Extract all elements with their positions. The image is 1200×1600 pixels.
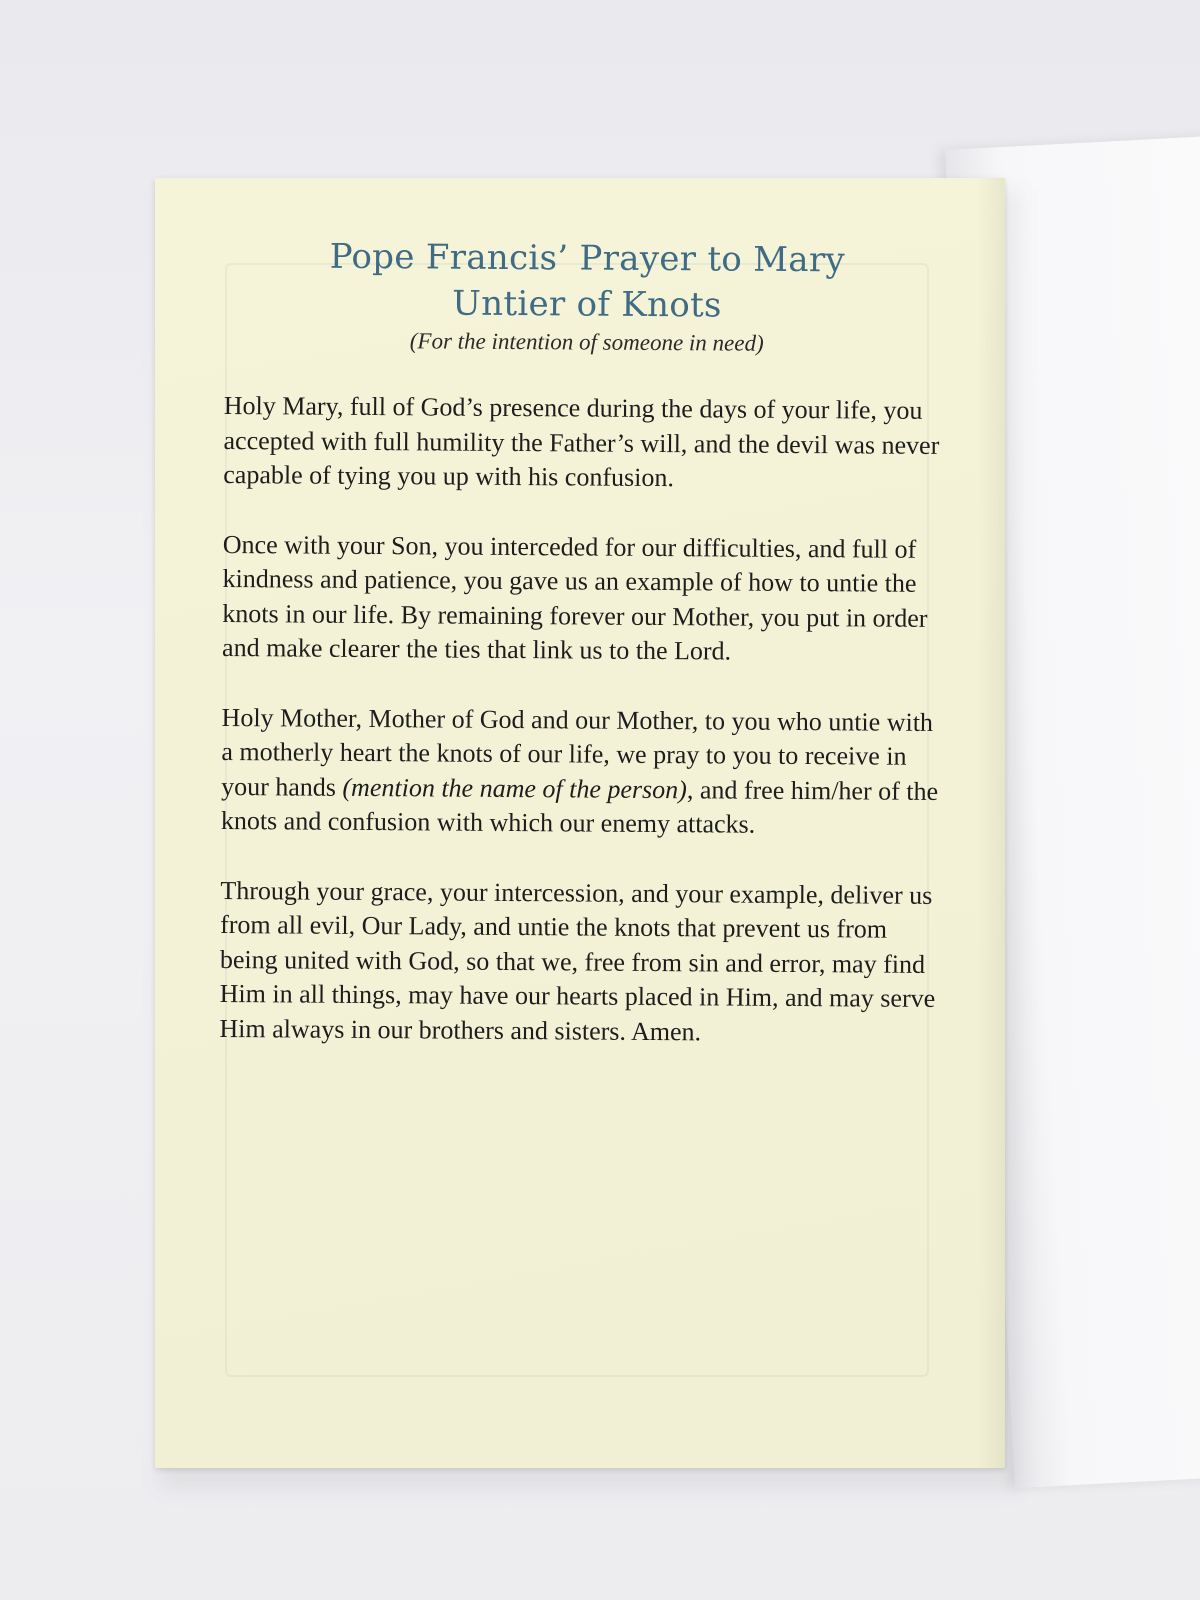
paragraph-3-text-end: , and free him/her of the knots and confusion with which our enemy attacks. bbox=[220, 774, 939, 839]
booklet-page bbox=[155, 178, 1005, 1468]
prayer-body bbox=[219, 389, 949, 1051]
paragraph-4: Through your grace, your intercession, and your example, deliver us from all evil, Our Lady, and untie the knots that prevent us from being united with God, so that we, free from sin and error, may find Him in all things, may have our hearts placed in Him, and may serve Him always in our brothers and sisters. Amen. bbox=[219, 875, 936, 1046]
paragraph-3-instruction: (mention the name of the person) bbox=[342, 772, 687, 804]
title-line-2: Untier of Knots bbox=[452, 283, 722, 326]
paragraph-2: Once with your Son, you interceded for our difficulties, and full of kindness and patience, you gave us an example of how to untie the knots in our life. By remaining forever our Mother, you put in order and make clearer the ties that link us to the Lord. bbox=[222, 529, 928, 666]
paragraph-3-text-start: Holy Mother, Mother of God and our Mother, to you who untie with a motherly heart the knots of our life, we pray to you to receive in your hands bbox=[221, 702, 934, 802]
prayer-subtitle: (For the intention of someone in need) bbox=[409, 328, 764, 356]
paragraph-1: Holy Mary, full of God’s presence during the days of your life, you accepted with full humility the Father’s will, and the devil was never capable of tying you up with his confusion. bbox=[223, 390, 940, 493]
title-line-1: Pope Francis’ Prayer to Mary bbox=[329, 236, 846, 281]
page-content bbox=[219, 233, 950, 1086]
prayer-title bbox=[224, 233, 950, 330]
page-edge-shading bbox=[977, 178, 1005, 1468]
paragraph-3 bbox=[221, 700, 947, 843]
